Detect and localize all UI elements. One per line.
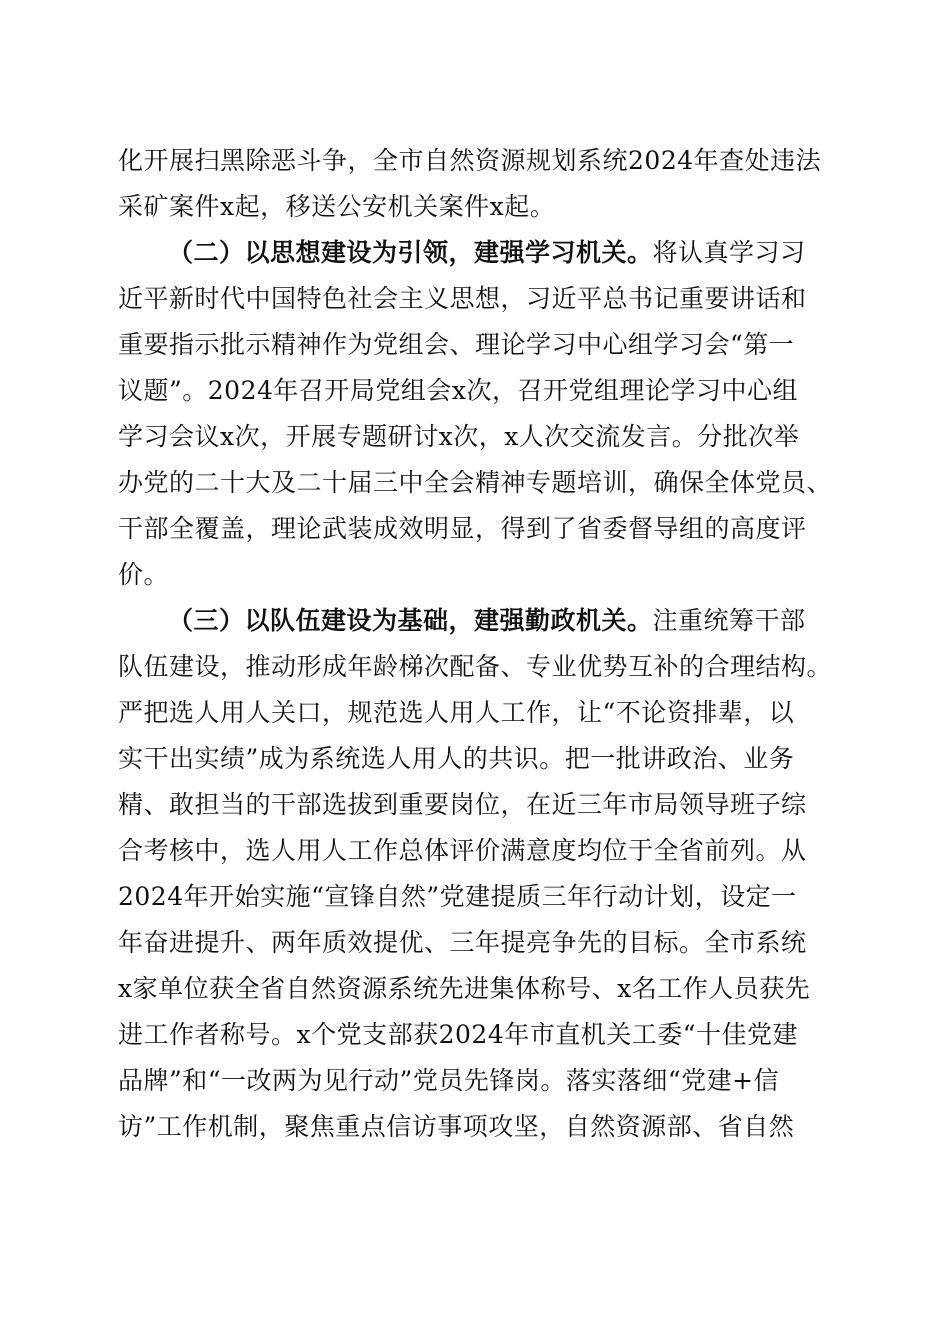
section-heading-2: （二）以思想建设为引领，建强学习机关。 xyxy=(168,238,653,267)
body-line: 年奋进提升、两年质效提优、三年提亮争先的目标。全市系统 xyxy=(118,928,807,957)
paragraph-3-first-line xyxy=(118,598,830,644)
body-line: 干部全覆盖，理论武装成效明显，得到了省委督导组的高度评 xyxy=(118,514,807,543)
body-line: 品牌”和“一改两为见行动”党员先锋岗。落实落细“党建+信 xyxy=(118,1066,780,1095)
body-line: 采矿案件x起，移送公安机关案件x起。 xyxy=(118,192,556,221)
body-text: 注重统筹干部 xyxy=(652,606,806,635)
body-line: 2024年开始实施“宣锋自然”党建提质三年行动计划，设定一 xyxy=(118,882,797,911)
body-line: 重要指示批示精神作为党组会、理论学习中心组学习会“第一 xyxy=(118,330,795,359)
body-line: 议题”。2024年召开局党组会x次，召开党组理论学习中心组 xyxy=(118,376,799,405)
body-text: 将认真学习习 xyxy=(652,238,806,267)
document-body xyxy=(118,138,833,1150)
body-line: 学习会议x次，开展专题研讨x次，x人次交流发言。分批次举 xyxy=(118,422,800,451)
body-line: 队伍建设，推动形成年龄梯次配备、专业优势互补的合理结构。 xyxy=(118,652,833,681)
body-line: 严把选人用人关口，规范选人用人工作，让“不论资排辈，以 xyxy=(118,698,795,727)
body-line: 化开展扫黑除恶斗争，全市自然资源规划系统2024年查处违法 xyxy=(118,146,822,175)
body-line: 精、敢担当的干部选拔到重要岗位，在近三年市局领导班子综 xyxy=(118,790,807,819)
body-line: 合考核中，选人用人工作总体评价满意度均位于全省前列。从 xyxy=(118,836,807,865)
paragraph-2-first-line xyxy=(118,230,830,276)
body-line: 近平新时代中国特色社会主义思想，习近平总书记重要讲话和 xyxy=(118,284,807,313)
body-line: 办党的二十大及二十届三中全会精神专题培训，确保全体党员、 xyxy=(118,468,833,497)
section-heading-3: （三）以队伍建设为基础，建强勤政机关。 xyxy=(168,606,653,635)
body-line: 价。 xyxy=(118,560,170,589)
body-line: 进工作者称号。x个党支部获2024年市直机关工委“十佳党建 xyxy=(118,1020,799,1049)
body-line: x家单位获全省自然资源系统先进集体称号、x名工作人员获先 xyxy=(118,974,811,1003)
body-line: 实干出实绩”成为系统选人用人的共识。把一批讲政治、业务 xyxy=(118,744,795,773)
body-line: 访”工作机制，聚焦重点信访事项攻坚，自然资源部、省自然 xyxy=(118,1112,795,1141)
